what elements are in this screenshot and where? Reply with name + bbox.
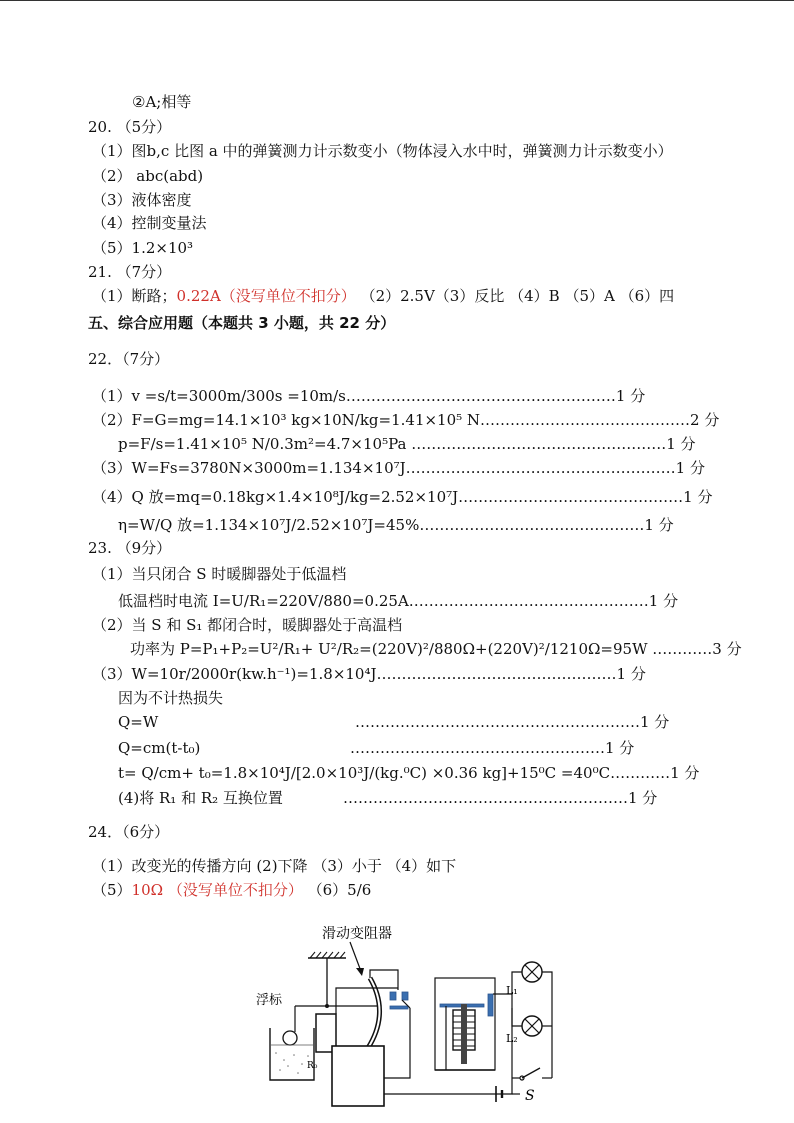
circuit-diagram (250, 918, 570, 1118)
question-heading: 24．（6分） (88, 823, 170, 841)
wire (384, 1008, 512, 1094)
float-label: 浮标 (256, 993, 283, 1008)
lamp-l1-label: L₁ (506, 984, 518, 997)
power-supply-box (332, 1046, 384, 1106)
answer-line: 因为不计热损失 (118, 689, 224, 707)
answer-line: 功率为 P=P₁+P₂=U²/R₁+ U²/R₂=(220V)²/880Ω+(220V)²/1210Ω=95W …………3 分 (130, 640, 742, 658)
answer-line: (4)将 R₁ 和 R₂ 互换位置 (118, 789, 283, 807)
top-rule (0, 0, 794, 1)
answer-line: 低温档时电流 I=U/R₁=220V/880=0.25A…………………………………………1 分 (118, 592, 679, 610)
answer-line: （2）F=G=mg=14.1×10³ kg×10N/kg=1.41×10⁵ N……………………………………2 分 (92, 411, 720, 429)
float-ball (283, 1031, 297, 1045)
answer-line: Q=W (118, 713, 159, 731)
wire (384, 1008, 410, 1078)
water-dots (275, 1052, 309, 1074)
answer-line (92, 880, 371, 900)
answer-score: …………………………………………………1 分 (355, 713, 670, 731)
switch-s-label: S (525, 1088, 535, 1104)
answer-text: （5） (92, 881, 132, 899)
question-heading: 20. （5分） (88, 118, 172, 136)
answer-line: （2） abc(abd) (92, 167, 204, 185)
answer-note-red: 0.22A（没写单位不扣分） (176, 287, 356, 305)
answer-line: p=F/s=1.41×10⁵ N/0.3m²=4.7×10⁵Pa ……………………………………………1 分 (118, 435, 696, 453)
rheostat-label: 滑动变阻器 (322, 926, 392, 942)
ceiling-hatch (310, 952, 345, 958)
wire (542, 972, 552, 1078)
switch-s-icon (522, 1068, 540, 1078)
answer-line: （5）1.2×10³ (92, 239, 194, 257)
answer-line: （1）改变光的传播方向 (2)下降 （3）小于 （4）如下 (92, 857, 457, 875)
answer-text: （2）2.5V（3）反比 （4）B （5）A （6）四 (360, 287, 675, 305)
answer-score: ……………………………………………1 分 (350, 739, 635, 757)
answer-text: （1）断路； (92, 287, 177, 305)
answer-note-red: 10Ω （没写单位不扣分） (131, 881, 303, 899)
answer-line: （1）图b,c 比图 a 中的弹簧测力计示数变小（物体浸入水中时，弹簧测力计示数变小） (92, 142, 673, 160)
wire (336, 988, 398, 1002)
answer-line (92, 286, 674, 306)
answer-line: （2）当 S 和 S₁ 都闭合时，暖脚器处于高温档 (92, 616, 403, 634)
pivot-point (325, 1004, 329, 1008)
section-title: 五、综合应用题（本题共 3 小题，共 22 分） (88, 314, 396, 332)
question-heading: 22．（7分） (88, 350, 170, 368)
answer-score: …………………………………………………1 分 (343, 789, 658, 807)
answer-line: （3）W=Fs=3780N×3000m=1.134×10⁷J………………………………………………1 分 (92, 459, 705, 477)
answer-line: t= Q/cm+ t₀=1.8×10⁴J/[2.0×10³J/(kg.⁰C) ×0.36 kg]+15⁰C =40⁰C…………1 分 (118, 764, 700, 782)
answer-line: ②A;相等 (132, 93, 192, 111)
answer-line: （3）液体密度 (92, 191, 192, 209)
answer-line: η=W/Q 放=1.134×10⁷J/2.52×10⁷J=45%………………………………………1 分 (118, 516, 674, 534)
answer-line: （3）W=10r/2000r(kw.h⁻¹)=1.8×10⁴J…………………………………………1 分 (92, 665, 646, 683)
answer-line: （4）Q 放=mq=0.18kg×1.4×10⁸J/kg=2.52×10⁷J………………………………………1 分 (92, 488, 713, 506)
question-heading: 23. （9分） (88, 539, 172, 557)
lamp-l2-label: L₂ (506, 1032, 518, 1045)
answer-line: （1）当只闭合 S 时暖脚器处于低温档 (92, 565, 347, 583)
iron-core (461, 1004, 467, 1064)
answer-text: （6）5/6 (307, 881, 372, 899)
answer-line: （4）控制变量法 (92, 214, 207, 232)
question-heading: 21. （7分） (88, 263, 172, 281)
wire (512, 994, 522, 1026)
answer-line: Q=cm(t-t₀) (118, 739, 201, 757)
answer-line: （1）v =s/t=3000m/300s =10m/s………………………………………………1 分 (92, 387, 646, 405)
r0-mark: R₀ (307, 1061, 318, 1071)
arrow-head-icon (356, 968, 364, 976)
